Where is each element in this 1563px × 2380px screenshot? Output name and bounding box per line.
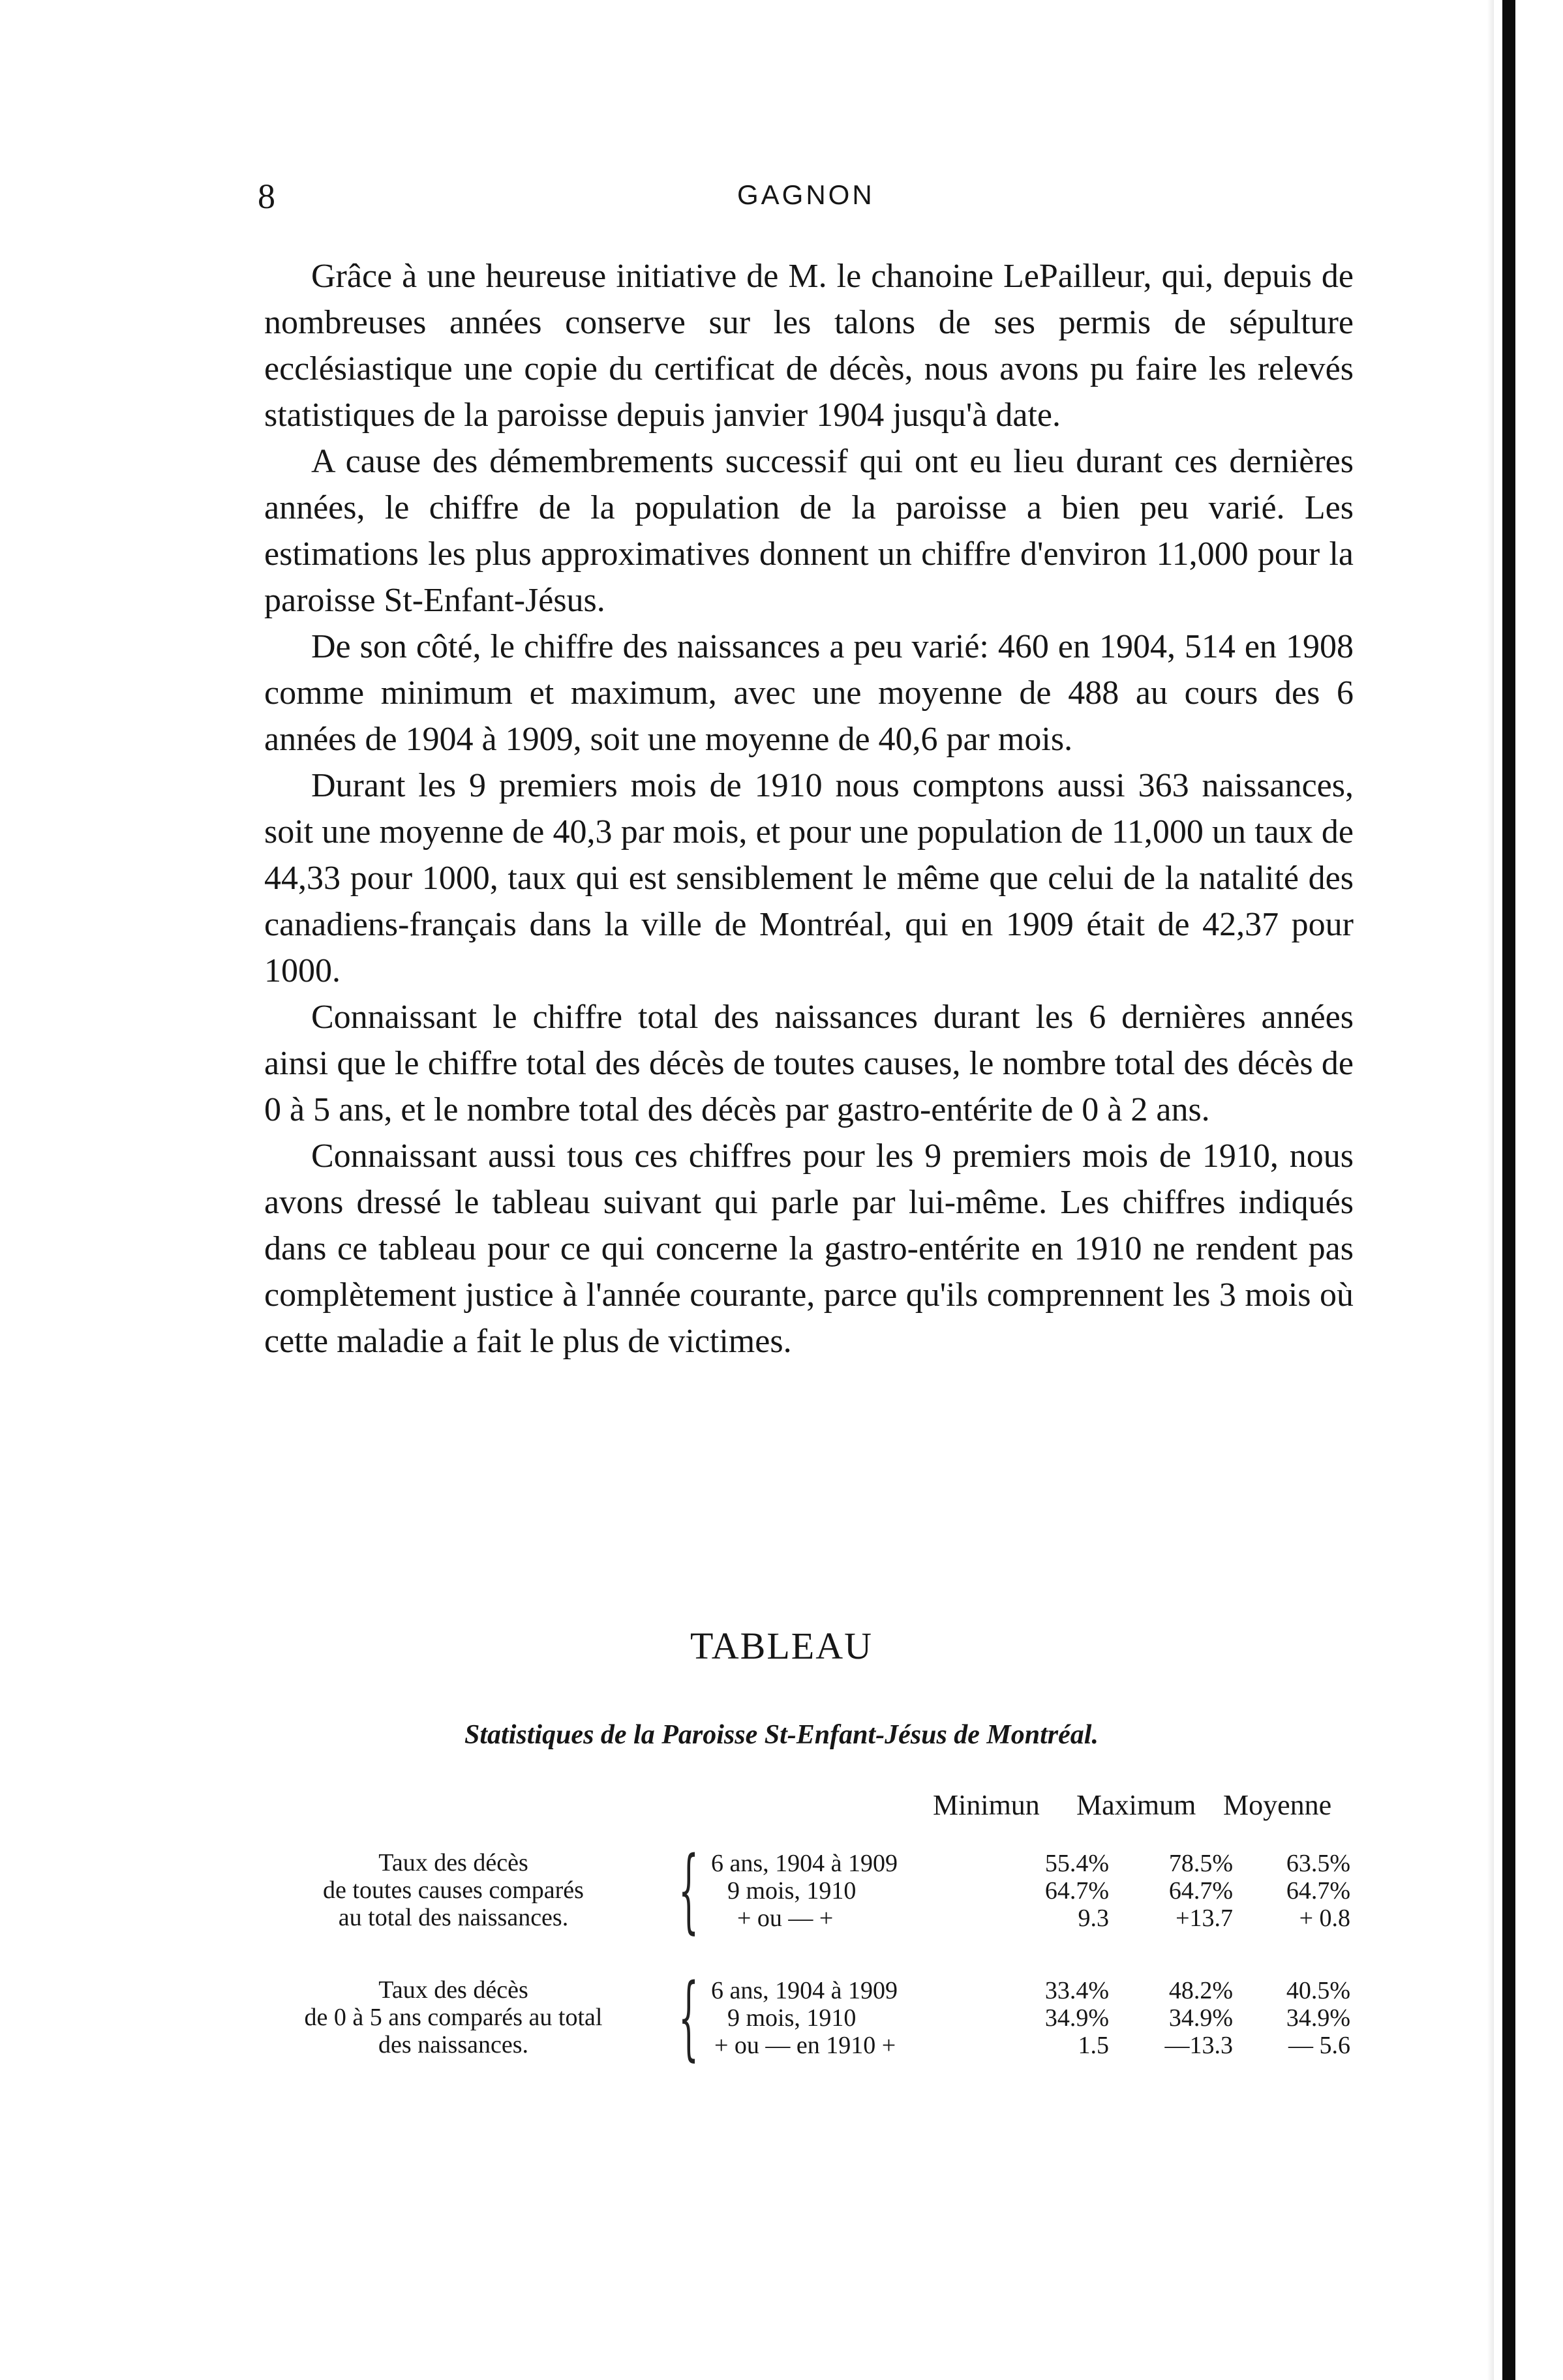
row-average: 64.7%	[1286, 1877, 1350, 1905]
column-header-minimum: Minimun	[933, 1789, 1040, 1821]
row-minimum: 33.4%	[1044, 1977, 1109, 2004]
group-label-line: de toutes causes comparés	[323, 1876, 584, 1904]
row-period: 9 mois, 1910	[727, 2004, 857, 2032]
row-maximum: —13.3	[1164, 2032, 1233, 2059]
paragraph: Grâce à une heureuse initiative de M. le chanoine LePailleur, qui, depuis de nombreuses années conserve sur les talons de ses permis de sépulture ecclésiastique une copie du certificat de décès, nous avons pu faire les relevés statistiques de la paroisse depuis janvier 1904 jusqu'à date.	[264, 258, 1354, 434]
row-period: + ou — en 1910 +	[714, 2032, 896, 2059]
table-row	[241, 2004, 1363, 2031]
left-brace-icon: {	[678, 1965, 699, 2071]
table-row	[241, 1849, 1363, 1876]
row-period: + ou — +	[737, 1905, 834, 1932]
table-title: TABLEAU	[690, 1625, 873, 1667]
paragraph: Durant les 9 premiers mois de 1910 nous comptons aussi 363 naissances, soit une moyenne de 40,3 par mois, et pour une population de 11,000 un taux de 44,33 pour 1000, taux qui est sensiblement le même que celui de la natalité des canadiens-français dans la ville de Montréal, qui en 1909 était de 42,37 pour 1000.	[264, 767, 1354, 989]
group-label-line: de 0 à 5 ans comparés au total	[304, 2004, 603, 2031]
row-maximum: 64.7%	[1168, 1877, 1233, 1905]
group-label-line: Taux des décès	[378, 1849, 528, 1876]
body-text	[264, 253, 1354, 1364]
paragraph: Connaissant le chiffre total des naissances durant les 6 dernières années ainsi que le chiffre total des décès de toutes causes, le nombre total des décès de 0 à 5 ans, et le nombre total des décès par gastro-entérite de 0 à 2 ans.	[264, 999, 1354, 1128]
table-row	[241, 1976, 1363, 2004]
row-maximum: 34.9%	[1168, 2004, 1233, 2032]
row-minimum: 34.9%	[1044, 2004, 1109, 2032]
paragraph: Connaissant aussi tous ces chiffres pour les 9 premiers mois de 1910, nous avons dressé le tableau suivant qui parle par lui-même. Les chiffres indiqués dans ce tableau pour ce qui concerne la gastro-entérite en 1910 ne rendent pas complètement justice à l'année courante, parce qu'ils comprennent les 3 mois où cette maladie a fait le plus de victimes.	[264, 1137, 1354, 1360]
table-row	[241, 1876, 1363, 1904]
table-row	[241, 2031, 1363, 2058]
scan-edge-bar	[1502, 0, 1515, 2380]
page-edge-shadow	[1487, 0, 1494, 2380]
column-header-maximum: Maximum	[1076, 1789, 1196, 1821]
row-minimum: 9.3	[1078, 1905, 1109, 1932]
row-average: 63.5%	[1286, 1850, 1350, 1877]
table-subtitle: Statistiques de la Paroisse St-Enfant-Jésus de Montréal.	[464, 1720, 1099, 1750]
page-number: 8	[258, 177, 275, 216]
paragraph: A cause des démembrements successif qui ont eu lieu durant ces dernières années, le chiffre de la population de la paroisse a bien peu varié. Les estimations les plus approximatives donnent un chiffre d'environ 11,000 pour la paroisse St-Enfant-Jésus.	[264, 443, 1354, 619]
row-maximum: 78.5%	[1168, 1850, 1233, 1877]
row-minimum: 55.4%	[1044, 1850, 1109, 1877]
row-average: — 5.6	[1288, 2032, 1350, 2059]
running-head: GAGNON	[737, 179, 875, 210]
row-period: 6 ans, 1904 à 1909	[711, 1977, 898, 2004]
row-average: + 0.8	[1299, 1905, 1350, 1932]
table-row	[241, 1904, 1363, 1931]
group-label-line: des naissances.	[378, 2031, 529, 2058]
row-maximum: +13.7	[1176, 1905, 1233, 1932]
group-label-line: Taux des décès	[378, 1976, 528, 2004]
group-label-line: au total des naissances.	[338, 1904, 569, 1931]
row-period: 9 mois, 1910	[727, 1877, 857, 1905]
row-average: 40.5%	[1286, 1977, 1350, 2004]
row-maximum: 48.2%	[1168, 1977, 1233, 2004]
paragraph: De son côté, le chiffre des naissances a peu varié: 460 en 1904, 514 en 1908 comme minimum et maximum, avec une moyenne de 488 au cours des 6 années de 1904 à 1909, soit une moyenne de 40,6 par mois.	[264, 628, 1354, 758]
row-minimum: 1.5	[1078, 2032, 1109, 2059]
row-period: 6 ans, 1904 à 1909	[711, 1850, 898, 1877]
row-minimum: 64.7%	[1044, 1877, 1109, 1905]
row-average: 34.9%	[1286, 2004, 1350, 2032]
left-brace-icon: {	[678, 1837, 699, 1944]
column-header-average: Moyenne	[1223, 1789, 1332, 1821]
